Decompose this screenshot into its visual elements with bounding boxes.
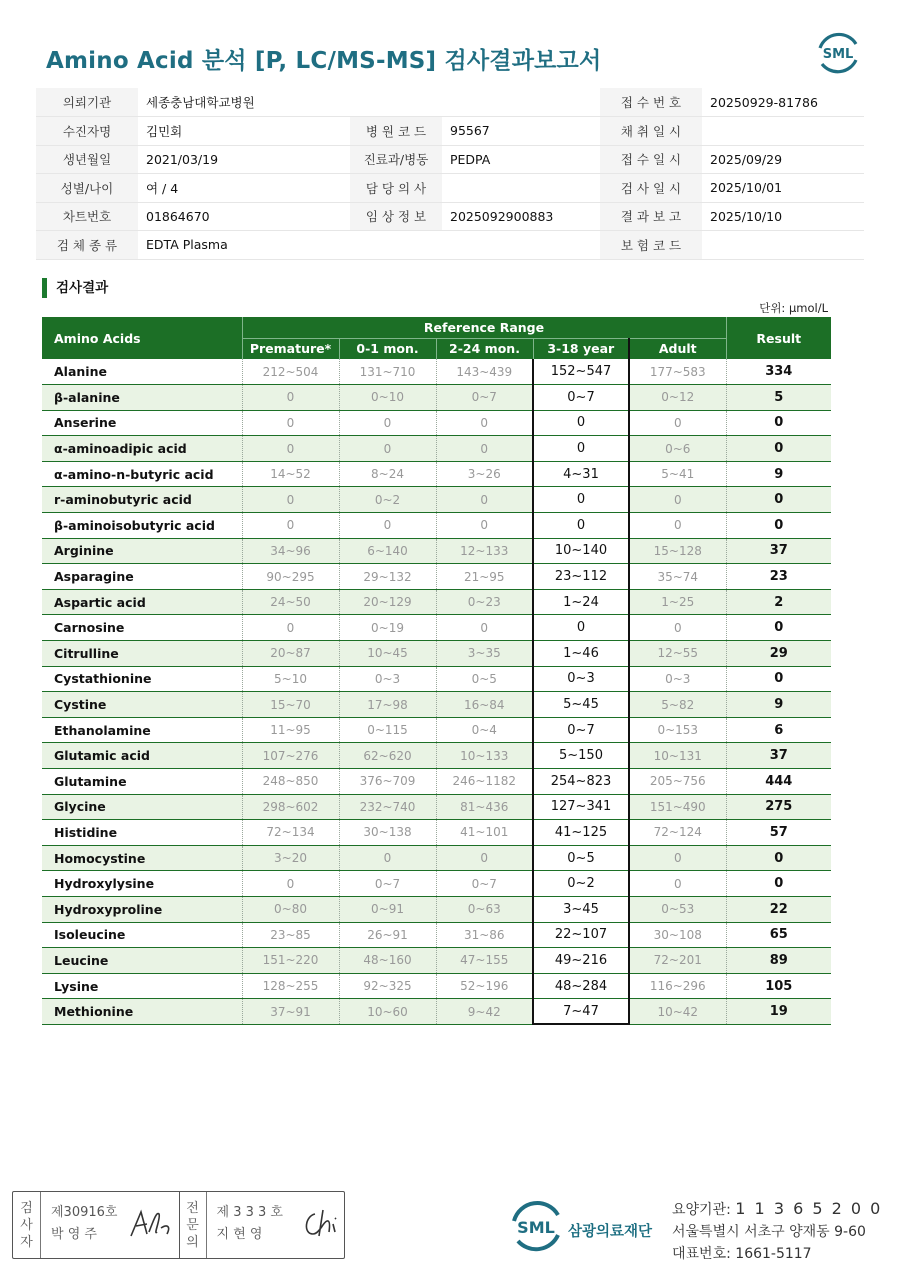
reference-range: 127~341 xyxy=(533,794,629,820)
reference-range: 0~7 xyxy=(339,871,436,897)
amino-acid-name: Leucine xyxy=(42,948,242,974)
reference-range: 37~91 xyxy=(242,999,339,1025)
reference-range: 5~45 xyxy=(533,692,629,718)
amino-acid-name: Citrulline xyxy=(42,641,242,667)
reference-range: 0 xyxy=(436,615,533,641)
footer-code-value: 1 1 3 6 5 2 0 0 xyxy=(735,1199,883,1218)
reference-range: 0 xyxy=(533,436,629,462)
reference-range: 376~709 xyxy=(339,769,436,795)
info-label: 보 험 코 드 xyxy=(600,231,702,260)
result-value: 0 xyxy=(726,615,831,641)
info-row xyxy=(36,117,864,146)
amino-acid-name: Anserine xyxy=(42,410,242,436)
reference-range: 26~91 xyxy=(339,922,436,948)
table-row xyxy=(42,513,831,539)
info-label: 접 수 일 시 xyxy=(600,145,702,174)
reference-range: 29~132 xyxy=(339,564,436,590)
reference-range: 0 xyxy=(242,436,339,462)
result-value: 0 xyxy=(726,487,831,513)
info-label: 검 체 종 류 xyxy=(36,231,138,260)
reference-range: 0 xyxy=(436,487,533,513)
info-label: 접 수 번 호 xyxy=(600,88,702,117)
info-value xyxy=(442,231,600,260)
reference-range: 205~756 xyxy=(629,769,726,795)
table-row xyxy=(42,461,831,487)
reference-range: 12~55 xyxy=(629,641,726,667)
table-row xyxy=(42,385,831,411)
table-row xyxy=(42,538,831,564)
reference-range: 11~95 xyxy=(242,717,339,743)
reference-range: 0~80 xyxy=(242,896,339,922)
reference-range: 15~70 xyxy=(242,692,339,718)
reference-range: 34~96 xyxy=(242,538,339,564)
info-row xyxy=(36,202,864,231)
info-row xyxy=(36,174,864,203)
reference-range: 0 xyxy=(533,513,629,539)
amino-acid-name: Ethanolamine xyxy=(42,717,242,743)
reference-range: 0 xyxy=(436,436,533,462)
info-value: 01864670 xyxy=(138,202,350,231)
info-label: 채 취 일 시 xyxy=(600,117,702,146)
reference-range: 107~276 xyxy=(242,743,339,769)
table-row xyxy=(42,666,831,692)
result-value: 0 xyxy=(726,845,831,871)
reference-range: 20~87 xyxy=(242,641,339,667)
result-value: 0 xyxy=(726,871,831,897)
reference-range: 0 xyxy=(629,410,726,436)
info-row xyxy=(36,88,864,117)
result-value: 22 xyxy=(726,896,831,922)
reference-range: 30~108 xyxy=(629,922,726,948)
reference-range: 72~124 xyxy=(629,820,726,846)
specialist-signature-icon xyxy=(299,1206,343,1240)
table-row xyxy=(42,922,831,948)
reference-range: 10~140 xyxy=(533,538,629,564)
reference-range: 0 xyxy=(339,410,436,436)
amino-acid-name: Isoleucine xyxy=(42,922,242,948)
table-row xyxy=(42,410,831,436)
amino-acid-name: Hydroxylysine xyxy=(42,871,242,897)
info-label: 검 사 일 시 xyxy=(600,174,702,203)
reference-range: 0 xyxy=(629,487,726,513)
result-value: 2 xyxy=(726,589,831,615)
result-value: 105 xyxy=(726,973,831,999)
examiner-name: 박 영 주 xyxy=(51,1227,97,1242)
examiner-info xyxy=(41,1192,179,1258)
section-title: 검사결과 xyxy=(42,278,108,298)
report-title: Amino Acid 분석 [P, LC/MS-MS] 검사결과보고서 xyxy=(46,48,602,74)
reference-range: 9~42 xyxy=(436,999,533,1025)
footer-org-name: 삼광의료재단 xyxy=(568,1224,653,1240)
result-value: 444 xyxy=(726,769,831,795)
info-label: 병 원 코 드 xyxy=(350,117,442,146)
table-row xyxy=(42,743,831,769)
reference-range: 14~52 xyxy=(242,461,339,487)
info-value: 세종충남대학교병원 xyxy=(138,88,350,117)
reference-range: 0 xyxy=(436,410,533,436)
reference-range: 298~602 xyxy=(242,794,339,820)
amino-acid-name: r-aminobutyric acid xyxy=(42,487,242,513)
reference-range: 10~133 xyxy=(436,743,533,769)
amino-acid-name: Histidine xyxy=(42,820,242,846)
reference-range: 41~125 xyxy=(533,820,629,846)
amino-acid-name: β-alanine xyxy=(42,385,242,411)
info-label: 임 상 정 보 xyxy=(350,202,442,231)
specialist-name: 지 현 영 xyxy=(216,1227,263,1242)
reference-range: 8~24 xyxy=(339,461,436,487)
results-table xyxy=(42,317,831,1025)
reference-range: 62~620 xyxy=(339,743,436,769)
reference-range: 0~3 xyxy=(339,666,436,692)
signature-box xyxy=(12,1191,345,1259)
specialist-info xyxy=(207,1192,345,1258)
col-amino-acids: Amino Acids xyxy=(42,317,242,359)
reference-range: 0~7 xyxy=(533,717,629,743)
reference-range: 24~50 xyxy=(242,589,339,615)
reference-range: 0 xyxy=(436,845,533,871)
reference-range: 81~436 xyxy=(436,794,533,820)
reference-range: 212~504 xyxy=(242,359,339,385)
result-value: 275 xyxy=(726,794,831,820)
info-value: 2025/09/29 xyxy=(702,145,864,174)
amino-acid-name: β-aminoisobutyric acid xyxy=(42,513,242,539)
examiner-label: 검 사 자 xyxy=(13,1192,41,1258)
info-value xyxy=(442,88,600,117)
table-row xyxy=(42,999,831,1025)
col-reference-range: Reference Range xyxy=(242,317,726,338)
reference-range: 16~84 xyxy=(436,692,533,718)
reference-range: 116~296 xyxy=(629,973,726,999)
table-row xyxy=(42,871,831,897)
footer-logo-text: SML xyxy=(517,1218,555,1237)
reference-range: 92~325 xyxy=(339,973,436,999)
info-label: 성별/나이 xyxy=(36,174,138,203)
result-value: 29 xyxy=(726,641,831,667)
footer-phone-value: 1661-5117 xyxy=(735,1246,812,1262)
result-value: 23 xyxy=(726,564,831,590)
reference-range: 0 xyxy=(533,487,629,513)
examiner-license: 제30916호 xyxy=(51,1205,118,1220)
footer-logo-icon xyxy=(508,1199,564,1255)
footer-phone-label: 대표번호: xyxy=(672,1246,731,1262)
reference-range: 5~41 xyxy=(629,461,726,487)
unit-label: 단위: μmol/L xyxy=(759,301,828,315)
reference-range: 0~5 xyxy=(436,666,533,692)
reference-range: 152~547 xyxy=(533,359,629,385)
col-age-group: Adult xyxy=(629,338,726,359)
table-row xyxy=(42,896,831,922)
reference-range: 3~35 xyxy=(436,641,533,667)
reference-range: 20~129 xyxy=(339,589,436,615)
reference-range: 0~6 xyxy=(629,436,726,462)
info-label: 담 당 의 사 xyxy=(350,174,442,203)
info-value: 여 / 4 xyxy=(138,174,350,203)
reference-range: 0 xyxy=(242,615,339,641)
reference-range: 0~7 xyxy=(533,385,629,411)
reference-range: 4~31 xyxy=(533,461,629,487)
reference-range: 5~82 xyxy=(629,692,726,718)
info-value: 2025092900883 xyxy=(442,202,600,231)
reference-range: 0 xyxy=(629,615,726,641)
reference-range: 1~24 xyxy=(533,589,629,615)
sml-logo-icon xyxy=(814,30,862,76)
result-value: 57 xyxy=(726,820,831,846)
reference-range: 21~95 xyxy=(436,564,533,590)
reference-range: 52~196 xyxy=(436,973,533,999)
amino-acid-name: Homocystine xyxy=(42,845,242,871)
reference-range: 3~26 xyxy=(436,461,533,487)
table-row xyxy=(42,845,831,871)
reference-range: 0~23 xyxy=(436,589,533,615)
reference-range: 0 xyxy=(339,845,436,871)
reference-range: 49~216 xyxy=(533,948,629,974)
reference-range: 90~295 xyxy=(242,564,339,590)
reference-range: 0 xyxy=(339,436,436,462)
reference-range: 0 xyxy=(533,410,629,436)
info-label: 결 과 보 고 xyxy=(600,202,702,231)
reference-range: 1~46 xyxy=(533,641,629,667)
reference-range: 17~98 xyxy=(339,692,436,718)
reference-range: 131~710 xyxy=(339,359,436,385)
result-value: 0 xyxy=(726,513,831,539)
reference-range: 254~823 xyxy=(533,769,629,795)
reference-range: 0~2 xyxy=(533,871,629,897)
reference-range: 0~10 xyxy=(339,385,436,411)
reference-range: 0 xyxy=(533,615,629,641)
reference-range: 0 xyxy=(242,871,339,897)
info-label xyxy=(350,231,442,260)
reference-range: 0~7 xyxy=(436,871,533,897)
result-value: 9 xyxy=(726,692,831,718)
reference-range: 232~740 xyxy=(339,794,436,820)
footer-info xyxy=(672,1198,882,1265)
amino-acid-name: Carnosine xyxy=(42,615,242,641)
info-row xyxy=(36,145,864,174)
amino-acid-name: Arginine xyxy=(42,538,242,564)
col-result: Result xyxy=(726,317,831,359)
col-age-group: Premature* xyxy=(242,338,339,359)
result-value: 334 xyxy=(726,359,831,385)
reference-range: 23~85 xyxy=(242,922,339,948)
reference-range: 151~220 xyxy=(242,948,339,974)
info-label: 생년월일 xyxy=(36,145,138,174)
result-value: 89 xyxy=(726,948,831,974)
amino-acid-name: Hydroxyproline xyxy=(42,896,242,922)
reference-range: 246~1182 xyxy=(436,769,533,795)
reference-range: 0 xyxy=(629,513,726,539)
reference-range: 0~2 xyxy=(339,487,436,513)
result-value: 65 xyxy=(726,922,831,948)
info-label: 진료과/병동 xyxy=(350,145,442,174)
reference-range: 0~63 xyxy=(436,896,533,922)
amino-acid-name: Cystine xyxy=(42,692,242,718)
table-row xyxy=(42,769,831,795)
reference-range: 0~7 xyxy=(436,385,533,411)
info-value: PEDPA xyxy=(442,145,600,174)
reference-range: 10~42 xyxy=(629,999,726,1025)
reference-range: 0 xyxy=(339,513,436,539)
reference-range: 3~45 xyxy=(533,896,629,922)
amino-acid-name: Lysine xyxy=(42,973,242,999)
reference-range: 0~5 xyxy=(533,845,629,871)
col-age-group: 3-18 year xyxy=(533,338,629,359)
result-value: 37 xyxy=(726,743,831,769)
reference-range: 0 xyxy=(242,385,339,411)
result-value: 37 xyxy=(726,538,831,564)
reference-range: 0~153 xyxy=(629,717,726,743)
reference-range: 48~284 xyxy=(533,973,629,999)
result-value: 19 xyxy=(726,999,831,1025)
specialist-label: 전 문 의 xyxy=(179,1192,207,1258)
reference-range: 0 xyxy=(242,410,339,436)
info-value: 95567 xyxy=(442,117,600,146)
table-row xyxy=(42,589,831,615)
info-label: 차트번호 xyxy=(36,202,138,231)
reference-range: 0~4 xyxy=(436,717,533,743)
info-value xyxy=(702,117,864,146)
reference-range: 5~150 xyxy=(533,743,629,769)
info-value: 2025/10/10 xyxy=(702,202,864,231)
reference-range: 10~60 xyxy=(339,999,436,1025)
reference-range: 31~86 xyxy=(436,922,533,948)
reference-range: 35~74 xyxy=(629,564,726,590)
info-value xyxy=(702,231,864,260)
col-age-group: 0-1 mon. xyxy=(339,338,436,359)
table-row xyxy=(42,948,831,974)
footer-address: 서울특별시 서초구 양재동 9-60 xyxy=(672,1224,866,1240)
reference-range: 248~850 xyxy=(242,769,339,795)
info-value: 2021/03/19 xyxy=(138,145,350,174)
reference-range: 1~25 xyxy=(629,589,726,615)
info-value: 20250929-81786 xyxy=(702,88,864,117)
table-row xyxy=(42,794,831,820)
reference-range: 10~45 xyxy=(339,641,436,667)
reference-range: 6~140 xyxy=(339,538,436,564)
amino-acid-name: Asparagine xyxy=(42,564,242,590)
reference-range: 72~201 xyxy=(629,948,726,974)
info-value xyxy=(442,174,600,203)
info-label: 의뢰기관 xyxy=(36,88,138,117)
table-row xyxy=(42,564,831,590)
specialist-license: 제 3 3 3 호 xyxy=(216,1205,283,1220)
reference-range: 47~155 xyxy=(436,948,533,974)
reference-range: 128~255 xyxy=(242,973,339,999)
table-row xyxy=(42,820,831,846)
amino-acid-name: Alanine xyxy=(42,359,242,385)
amino-acid-name: Glutamic acid xyxy=(42,743,242,769)
amino-acid-name: Glutamine xyxy=(42,769,242,795)
result-value: 0 xyxy=(726,666,831,692)
table-row xyxy=(42,641,831,667)
result-value: 9 xyxy=(726,461,831,487)
info-value: EDTA Plasma xyxy=(138,231,350,260)
amino-acid-name: Aspartic acid xyxy=(42,589,242,615)
amino-acid-name: Methionine xyxy=(42,999,242,1025)
reference-range: 72~134 xyxy=(242,820,339,846)
table-row xyxy=(42,436,831,462)
reference-range: 0 xyxy=(242,513,339,539)
reference-range: 22~107 xyxy=(533,922,629,948)
result-value: 5 xyxy=(726,385,831,411)
table-row xyxy=(42,717,831,743)
reference-range: 0~19 xyxy=(339,615,436,641)
table-row xyxy=(42,692,831,718)
reference-range: 0 xyxy=(629,845,726,871)
info-value: 2025/10/01 xyxy=(702,174,864,203)
reference-range: 41~101 xyxy=(436,820,533,846)
reference-range: 48~160 xyxy=(339,948,436,974)
reference-range: 0 xyxy=(629,871,726,897)
reference-range: 0 xyxy=(436,513,533,539)
info-row xyxy=(36,231,864,260)
reference-range: 0~3 xyxy=(533,666,629,692)
amino-acid-name: Cystathionine xyxy=(42,666,242,692)
footer-code-label: 요양기관: xyxy=(672,1202,731,1218)
info-label xyxy=(350,88,442,117)
amino-acid-name: α-aminoadipic acid xyxy=(42,436,242,462)
info-label: 수진자명 xyxy=(36,117,138,146)
reference-range: 0 xyxy=(242,487,339,513)
col-age-group: 2-24 mon. xyxy=(436,338,533,359)
result-value: 6 xyxy=(726,717,831,743)
result-value: 0 xyxy=(726,436,831,462)
table-row xyxy=(42,973,831,999)
reference-range: 5~10 xyxy=(242,666,339,692)
reference-range: 7~47 xyxy=(533,999,629,1025)
patient-info-table xyxy=(36,88,864,260)
reference-range: 0~12 xyxy=(629,385,726,411)
reference-range: 30~138 xyxy=(339,820,436,846)
reference-range: 0~53 xyxy=(629,896,726,922)
table-row xyxy=(42,487,831,513)
reference-range: 10~131 xyxy=(629,743,726,769)
reference-range: 0~115 xyxy=(339,717,436,743)
top-logo-text: SML xyxy=(822,47,854,62)
table-row xyxy=(42,359,831,385)
info-value: 김민회 xyxy=(138,117,350,146)
result-value: 0 xyxy=(726,410,831,436)
reference-range: 15~128 xyxy=(629,538,726,564)
reference-range: 3~20 xyxy=(242,845,339,871)
amino-acid-name: Glycine xyxy=(42,794,242,820)
reference-range: 12~133 xyxy=(436,538,533,564)
reference-range: 23~112 xyxy=(533,564,629,590)
reference-range: 0~91 xyxy=(339,896,436,922)
examiner-signature-icon xyxy=(127,1206,175,1240)
amino-acid-name: α-amino-n-butyric acid xyxy=(42,461,242,487)
table-row xyxy=(42,615,831,641)
reference-range: 177~583 xyxy=(629,359,726,385)
reference-range: 0~3 xyxy=(629,666,726,692)
reference-range: 143~439 xyxy=(436,359,533,385)
reference-range: 151~490 xyxy=(629,794,726,820)
